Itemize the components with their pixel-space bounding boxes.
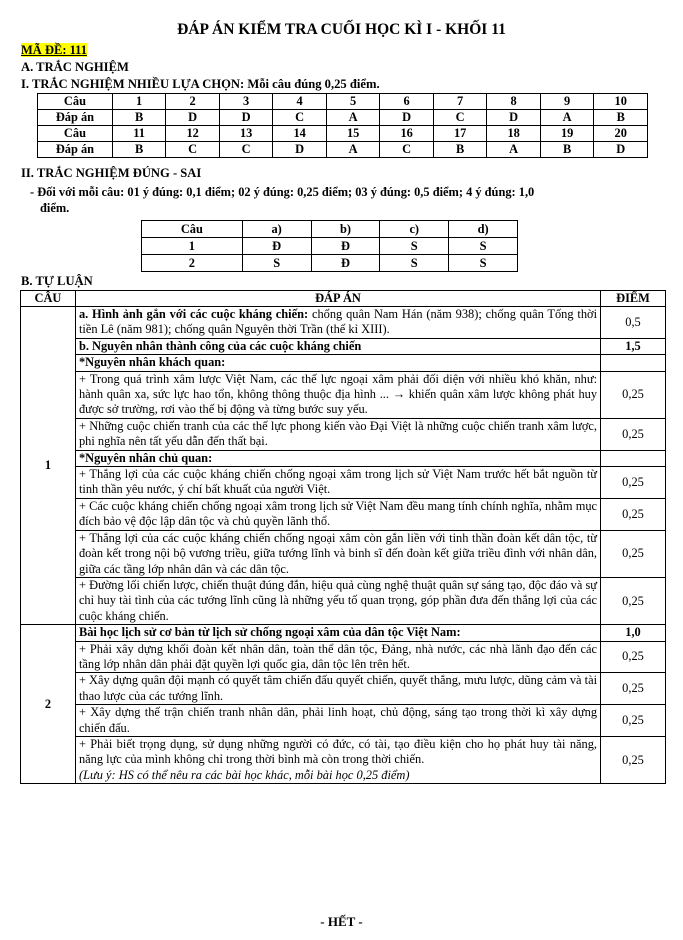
mcq-answer: D (380, 110, 434, 126)
mcq-question-number: 8 (487, 94, 541, 110)
mcq-question-number: 5 (326, 94, 380, 110)
mcq-question-number: 3 (219, 94, 273, 110)
answer-content (75, 736, 600, 783)
mcq-question-number: 11 (112, 126, 166, 142)
answer-content: + Thắng lợi của các cuộc kháng chiến chống ngoại xâm trong lịch sử Việt Nam trước hết bắt nguồn từ tinh thần yêu nước, ý chí bất khuất của người Việt. (75, 467, 600, 499)
essay-answer-table (20, 290, 666, 784)
score: 0,25 (601, 641, 666, 673)
tf-cell: S (449, 238, 518, 255)
mcq-question-number: 12 (166, 126, 220, 142)
answer-note: (Lưu ý: HS có thể nêu ra các bài học khác, mỗi bài học 0,25 điểm) (78, 767, 410, 782)
answer-subheading: *Nguyên nhân khách quan: (75, 355, 600, 371)
score: 0,25 (601, 705, 666, 737)
mcq-row-label: Đáp án (38, 110, 113, 126)
table-row (21, 418, 666, 450)
answer-content: + Những cuộc chiến tranh của các thế lực phong kiến vào Đại Việt là những cuộc chiến tranh xâm lược, phi nghĩa nên tất yếu dẫn đến thất bại. (75, 418, 600, 450)
table-row (21, 705, 666, 737)
section-a1-heading: I. TRẮC NGHIỆM NHIỀU LỰA CHỌN: Mỗi câu đúng 0,25 điểm. (21, 77, 380, 91)
mcq-question-number: 18 (487, 126, 541, 142)
mcq-answer: D (273, 142, 327, 158)
table-row (142, 255, 518, 272)
table-row (21, 307, 666, 339)
table-row (21, 450, 666, 466)
table-row (21, 641, 666, 673)
table-row (21, 291, 666, 307)
mcq-row-label: Đáp án (38, 142, 113, 158)
score: 0,25 (601, 467, 666, 499)
tf-cell: 2 (142, 255, 243, 272)
answer-text: chống quân Nam Hán (năm 938); chống quân Tống thời tiền Lê (năm 981); chống quân Nguyên thời Trần (thế kỉ XIII). (78, 307, 598, 337)
table-row (21, 577, 666, 624)
mcq-answer: B (112, 142, 166, 158)
section-a2-heading: II. TRẮC NGHIỆM ĐÚNG - SAI (21, 166, 202, 180)
mcq-answer: D (219, 110, 273, 126)
mcq-answer: A (540, 110, 594, 126)
mcq-answer: A (326, 142, 380, 158)
score: 0,25 (601, 530, 666, 577)
mcq-question-number: 9 (540, 94, 594, 110)
mcq-answer: D (594, 142, 648, 158)
tf-note-line: - Đối với mỗi câu: 01 ý đúng: 0,1 điểm; 02 ý đúng: 0,25 điểm; 03 ý đúng: 0,5 điểm; 4 ý đúng: 1,0 (30, 185, 535, 199)
mcq-answer: B (540, 142, 594, 158)
question-number: 2 (21, 625, 76, 784)
tf-cell: Đ (311, 238, 380, 255)
mcq-answer: A (326, 110, 380, 126)
header-diem: ĐIỂM (601, 291, 666, 307)
mcq-answer: D (487, 110, 541, 126)
mcq-answer: A (487, 142, 541, 158)
mcq-row-label: Câu (38, 126, 113, 142)
answer-content: + Thắng lợi của các cuộc kháng chiến chống ngoại xâm còn gắn liền với tinh thần đoàn kết dân tộc, từ đoàn kết trong nội bộ vương triều, giữa tướng lĩnh và binh sĩ đến đoàn kết giữa triều đình với nhân dân, giữa các tầng lớp nhân dân và các dân tộc. (75, 530, 600, 577)
mcq-question-number: 2 (166, 94, 220, 110)
score: 0,25 (601, 371, 666, 418)
mcq-question-number: 4 (273, 94, 327, 110)
answer-content: + Phải xây dựng khối đoàn kết nhân dân, toàn thể dân tộc, Đảng, nhà nước, các nhà lãnh đạo đến các tầng lớp nhân dân phải đặt quyền lợi quốc gia, dân tộc lên trên hết. (75, 641, 600, 673)
score (601, 450, 666, 466)
end-marker: - HẾT - (320, 914, 363, 929)
mcq-question-number: 14 (273, 126, 327, 142)
mcq-question-number: 16 (380, 126, 434, 142)
score: 0,5 (601, 307, 666, 339)
mcq-question-number: 1 (112, 94, 166, 110)
answer-heading: Bài học lịch sử cơ bản từ lịch sử chống ngoại xâm của dân tộc Việt Nam: (75, 625, 600, 641)
question-number: 1 (21, 307, 76, 625)
mcq-question-number: 20 (594, 126, 648, 142)
mcq-answer: B (594, 110, 648, 126)
mcq-question-number: 7 (433, 94, 487, 110)
table-row (21, 467, 666, 499)
table-row (21, 371, 666, 418)
answer-text: + Phải biết trọng dụng, sử dụng những người có đức, có tài, tạo điều kiện cho họ phát huy tài năng, năng lực của mình không chỉ trong thời bình mà còn trong thời chiến. (78, 736, 598, 767)
score: 0,25 (601, 498, 666, 530)
table-row (21, 736, 666, 783)
answer-content: + Xây dựng thế trận chiến tranh nhân dân, phải linh hoạt, chủ động, sáng tạo trong thời kì xây dựng chiến đấu. (75, 705, 600, 737)
table-row (21, 338, 666, 354)
mcq-answer: C (273, 110, 327, 126)
tf-header: Câu (142, 221, 243, 238)
score: 1,5 (601, 338, 666, 354)
tf-cell: S (380, 255, 449, 272)
true-false-answer-table (141, 220, 518, 272)
mcq-row-label: Câu (38, 94, 113, 110)
exam-code-label: MÃ ĐỀ: 111 (21, 43, 87, 57)
score: 1,0 (601, 625, 666, 641)
answer-content (75, 307, 600, 339)
table-row (142, 221, 518, 238)
mcq-answer: C (166, 142, 220, 158)
tf-cell: S (380, 238, 449, 255)
mcq-question-number: 10 (594, 94, 648, 110)
mcq-question-number: 13 (219, 126, 273, 142)
tf-header: b) (311, 221, 380, 238)
table-row (21, 673, 666, 705)
tf-cell: 1 (142, 238, 243, 255)
page-title: ĐÁP ÁN KIỂM TRA CUỐI HỌC KÌ I - KHỐI 11 (177, 21, 506, 38)
answer-heading: a. Hình ảnh gắn với các cuộc kháng chiến: (78, 307, 309, 321)
mcq-question-number: 17 (433, 126, 487, 142)
exam-code (21, 43, 87, 58)
table-row (21, 625, 666, 641)
tf-note-line: điểm. (40, 201, 70, 215)
header-dap-an: ĐÁP ÁN (75, 291, 600, 307)
tf-scoring-note (30, 184, 655, 216)
table-row (38, 126, 648, 142)
table-row (38, 94, 648, 110)
score: 0,25 (601, 577, 666, 624)
mcq-question-number: 6 (380, 94, 434, 110)
score: 0,25 (601, 418, 666, 450)
score: 0,25 (601, 736, 666, 783)
tf-cell: Đ (242, 238, 311, 255)
table-row (142, 238, 518, 255)
mcq-question-number: 15 (326, 126, 380, 142)
tf-cell: Đ (311, 255, 380, 272)
table-row (38, 142, 648, 158)
tf-header: d) (449, 221, 518, 238)
tf-header: c) (380, 221, 449, 238)
table-row (21, 530, 666, 577)
mcq-answer: C (380, 142, 434, 158)
section-a-heading: A. TRẮC NGHIỆM (21, 60, 129, 74)
tf-cell: S (449, 255, 518, 272)
tf-cell: S (242, 255, 311, 272)
answer-content: + Các cuộc kháng chiến chống ngoại xâm trong lịch sử Việt Nam đều mang tính chính nghĩa, nhằm mục đích bảo vệ độc lập dân tộc và chủ quyền lãnh thổ. (75, 498, 600, 530)
score: 0,25 (601, 673, 666, 705)
answer-heading: b. Nguyên nhân thành công của các cuộc kháng chiến (75, 338, 600, 354)
table-row (21, 498, 666, 530)
answer-content: + Xây dựng quân đội mạnh có quyết tâm chiến đấu quyết chiến, quyết thắng, mưu lược, dũng cảm và tài thao lược của các tướng lĩnh. (75, 673, 600, 705)
mcq-question-number: 19 (540, 126, 594, 142)
header-cau: CÂU (21, 291, 76, 307)
table-row (21, 355, 666, 371)
section-b-heading: B. TỰ LUẬN (21, 274, 93, 288)
mcq-answer: C (433, 110, 487, 126)
answer-content: + Đường lối chiến lược, chiến thuật đúng đắn, hiệu quả cùng nghệ thuật quân sự sáng tạo, độc đáo và sự chỉ huy tài tình của các tướng lĩnh cũng là những yếu tố quan trọng, góp phần đưa đến thắng lợi của các cuộc kháng chiến. (75, 577, 600, 624)
answer-subheading: *Nguyên nhân chủ quan: (75, 450, 600, 466)
tf-header: a) (242, 221, 311, 238)
score (601, 355, 666, 371)
mcq-answer: B (112, 110, 166, 126)
mcq-answer: D (166, 110, 220, 126)
mcq-answer-table (37, 93, 648, 158)
mcq-answer: B (433, 142, 487, 158)
table-row (38, 110, 648, 126)
mcq-answer: C (219, 142, 273, 158)
answer-content: + Trong quá trình xâm lược Việt Nam, các thế lực ngoại xâm phải đối diện với nhiều khó khăn, như: hành quân xa, sức lực hao tổn, không thông thuộc địa hình ... → khiến quân xâm lược không phát huy được sở trường, rơi vào thế bị động và từng bước suy yếu. (75, 371, 600, 418)
